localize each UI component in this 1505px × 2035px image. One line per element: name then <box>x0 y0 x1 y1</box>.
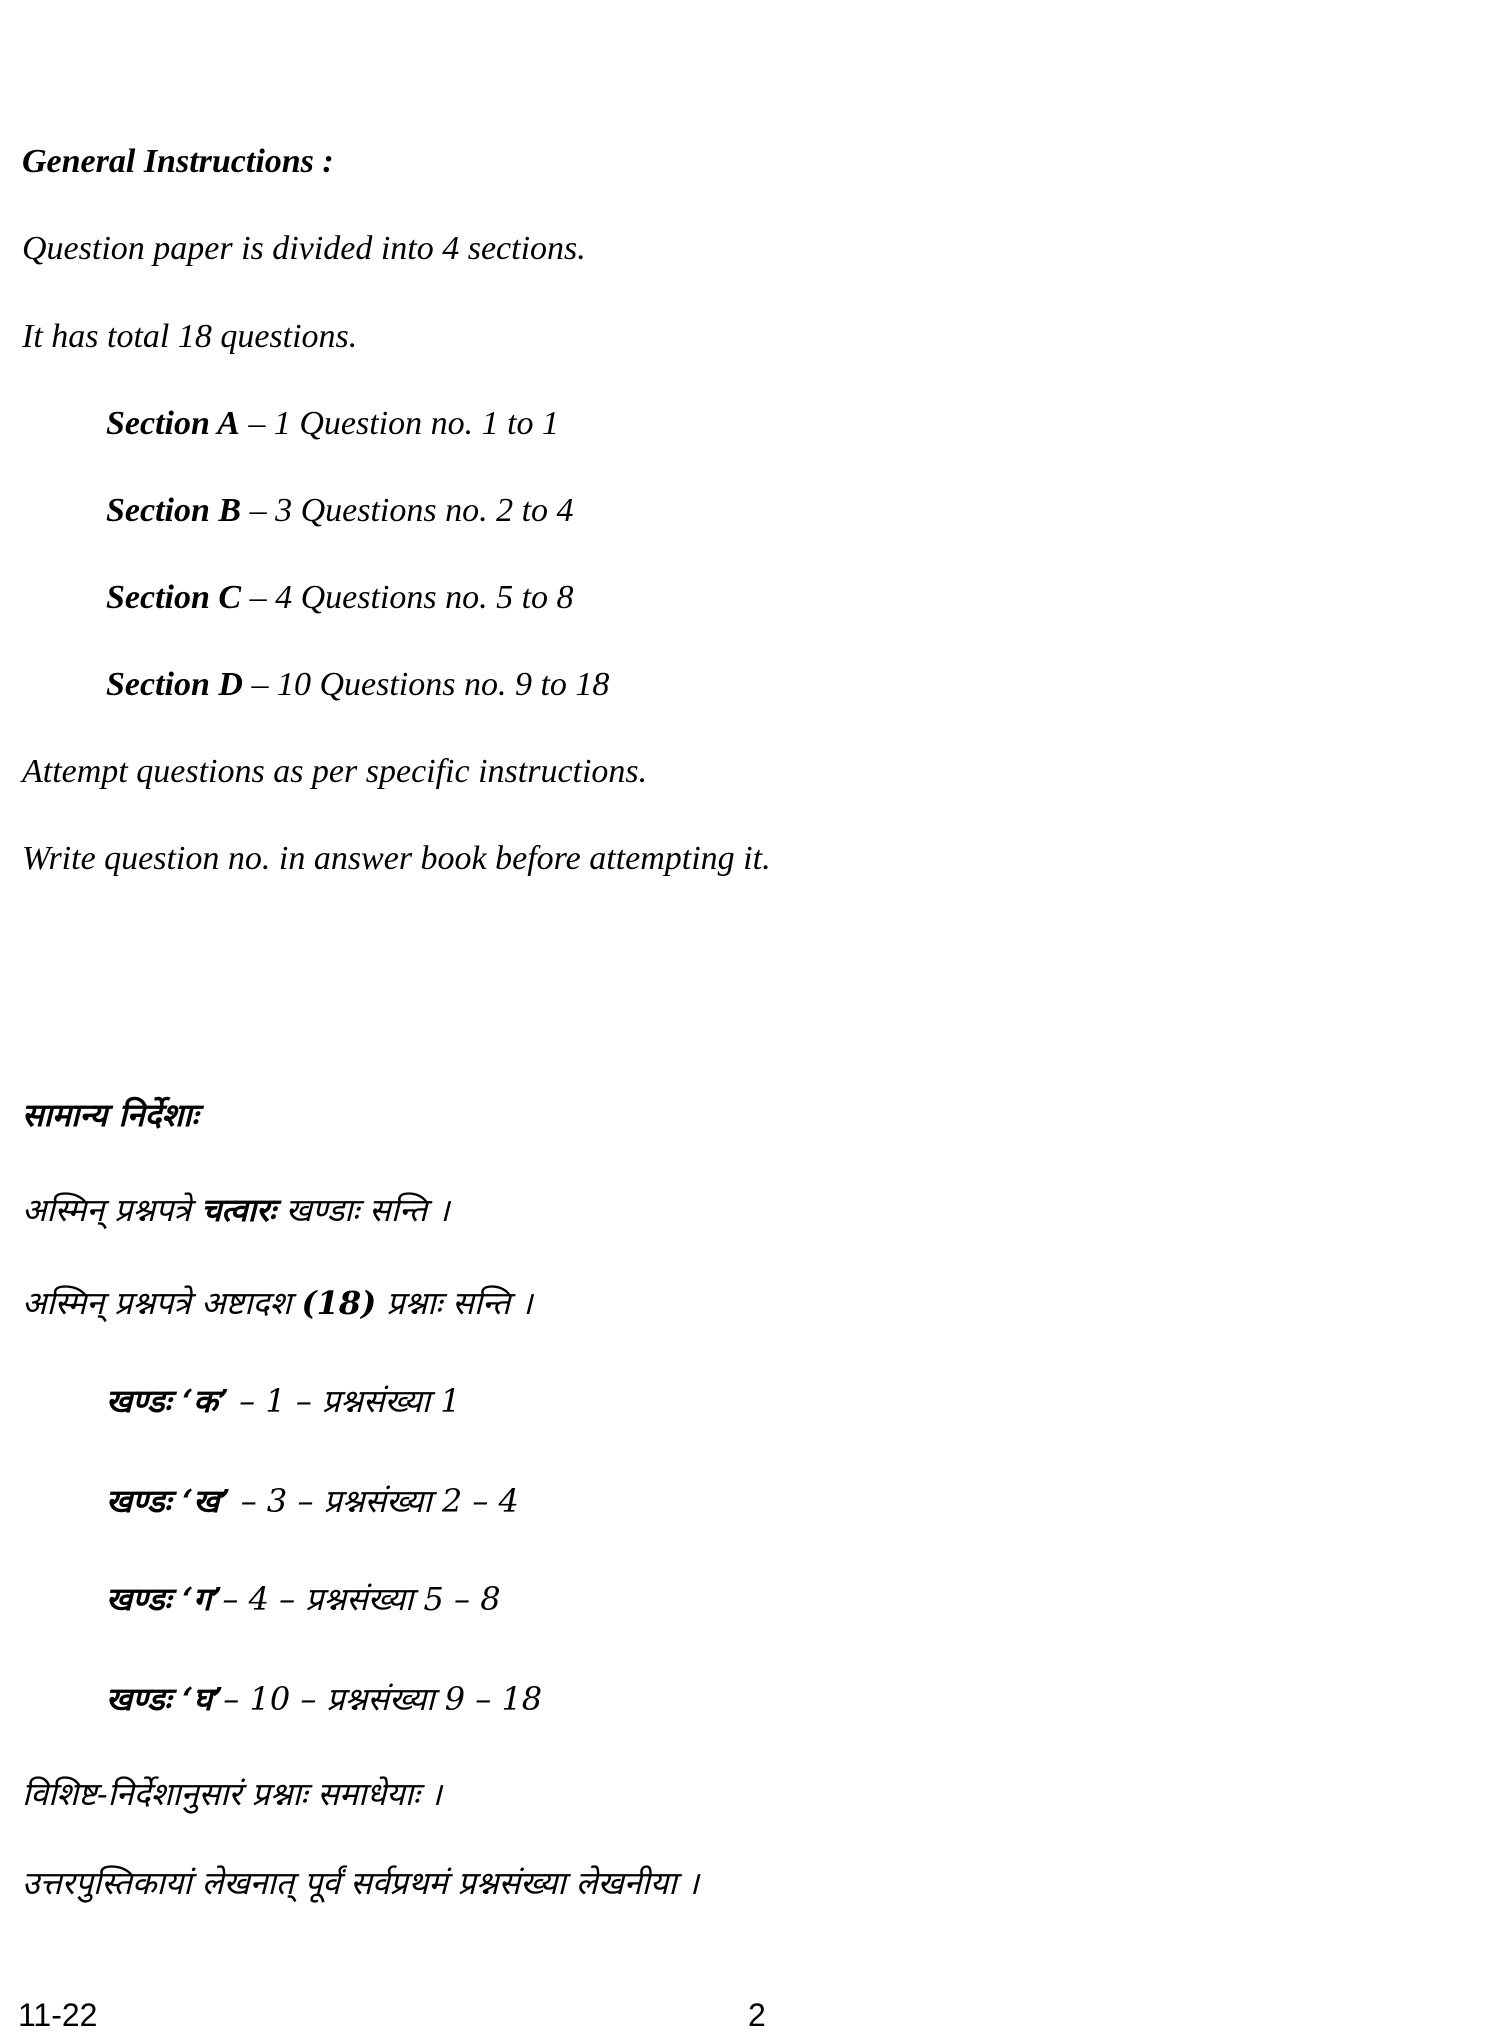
text: अस्मिन् प्रश्नपत्रे <box>22 1191 202 1229</box>
text-bold: (18) <box>301 1284 377 1322</box>
section-detail: – 4 Questions no. 5 to 8 <box>241 579 574 616</box>
section-detail: – 1 – प्रश्नसंख्या 1 <box>228 1382 461 1420</box>
text-bold: चत्वारः <box>201 1191 276 1229</box>
section-row <box>106 578 574 618</box>
section-name: Section A <box>106 405 240 442</box>
section-row <box>106 491 574 531</box>
english-heading: General Instructions : <box>22 143 334 180</box>
text: प्रश्नाः सन्ति । <box>376 1284 533 1322</box>
instruction-line: It has total 18 questions. <box>22 318 358 355</box>
section-detail: – 1 Question no. 1 to 1 <box>239 405 560 442</box>
section-detail: – 10 – प्रश्नसंख्या 9 – 18 <box>223 1680 543 1718</box>
section-name: खण्डः ‘ख’ <box>106 1482 231 1520</box>
sanskrit-section-row <box>106 1381 461 1421</box>
section-name: Section B <box>106 492 242 529</box>
instruction-line: Question paper is divided into 4 sections. <box>22 230 586 267</box>
section-name: खण्डः ‘घ’ <box>106 1680 224 1718</box>
section-row <box>106 404 559 444</box>
sanskrit-section-row <box>106 1579 501 1619</box>
section-row <box>106 665 609 705</box>
paper-code: 11-22 <box>18 1997 98 2033</box>
section-detail: – 10 Questions no. 9 to 18 <box>242 666 610 703</box>
section-detail: – 3 Questions no. 2 to 4 <box>241 492 574 529</box>
section-name: खण्डः ‘क’ <box>106 1382 229 1420</box>
text: अस्मिन् प्रश्नपत्रे अष्टादश <box>22 1284 302 1322</box>
section-detail: – 4 – प्रश्नसंख्या 5 – 8 <box>222 1580 501 1618</box>
sanskrit-line <box>22 1190 449 1230</box>
instruction-line: Attempt questions as per specific instructions. <box>22 753 648 790</box>
section-name: Section D <box>106 666 243 703</box>
instruction-line: Write question no. in answer book before attempting it. <box>22 840 771 877</box>
page-number: 2 <box>748 1997 766 2033</box>
section-name: खण्डः ‘ग’ <box>106 1580 223 1618</box>
sanskrit-heading: सामान्य निर्देशाः <box>22 1096 199 1134</box>
section-name: Section C <box>106 579 242 616</box>
sanskrit-section-row <box>106 1679 542 1719</box>
sanskrit-line <box>22 1283 533 1323</box>
sanskrit-line: विशिष्ट-निर्देशानुसारं प्रश्नाः समाधेयाः । <box>22 1775 442 1813</box>
sanskrit-line: उत्तरपुस्तिकायां लेखनात् पूर्वं सर्वप्रथमं प्रश्नसंख्या लेखनीया । <box>22 1864 699 1902</box>
text: खण्डाः सन्ति । <box>275 1191 450 1229</box>
sanskrit-section-row <box>106 1481 519 1521</box>
section-detail: – 3 – प्रश्नसंख्या 2 – 4 <box>230 1482 519 1520</box>
